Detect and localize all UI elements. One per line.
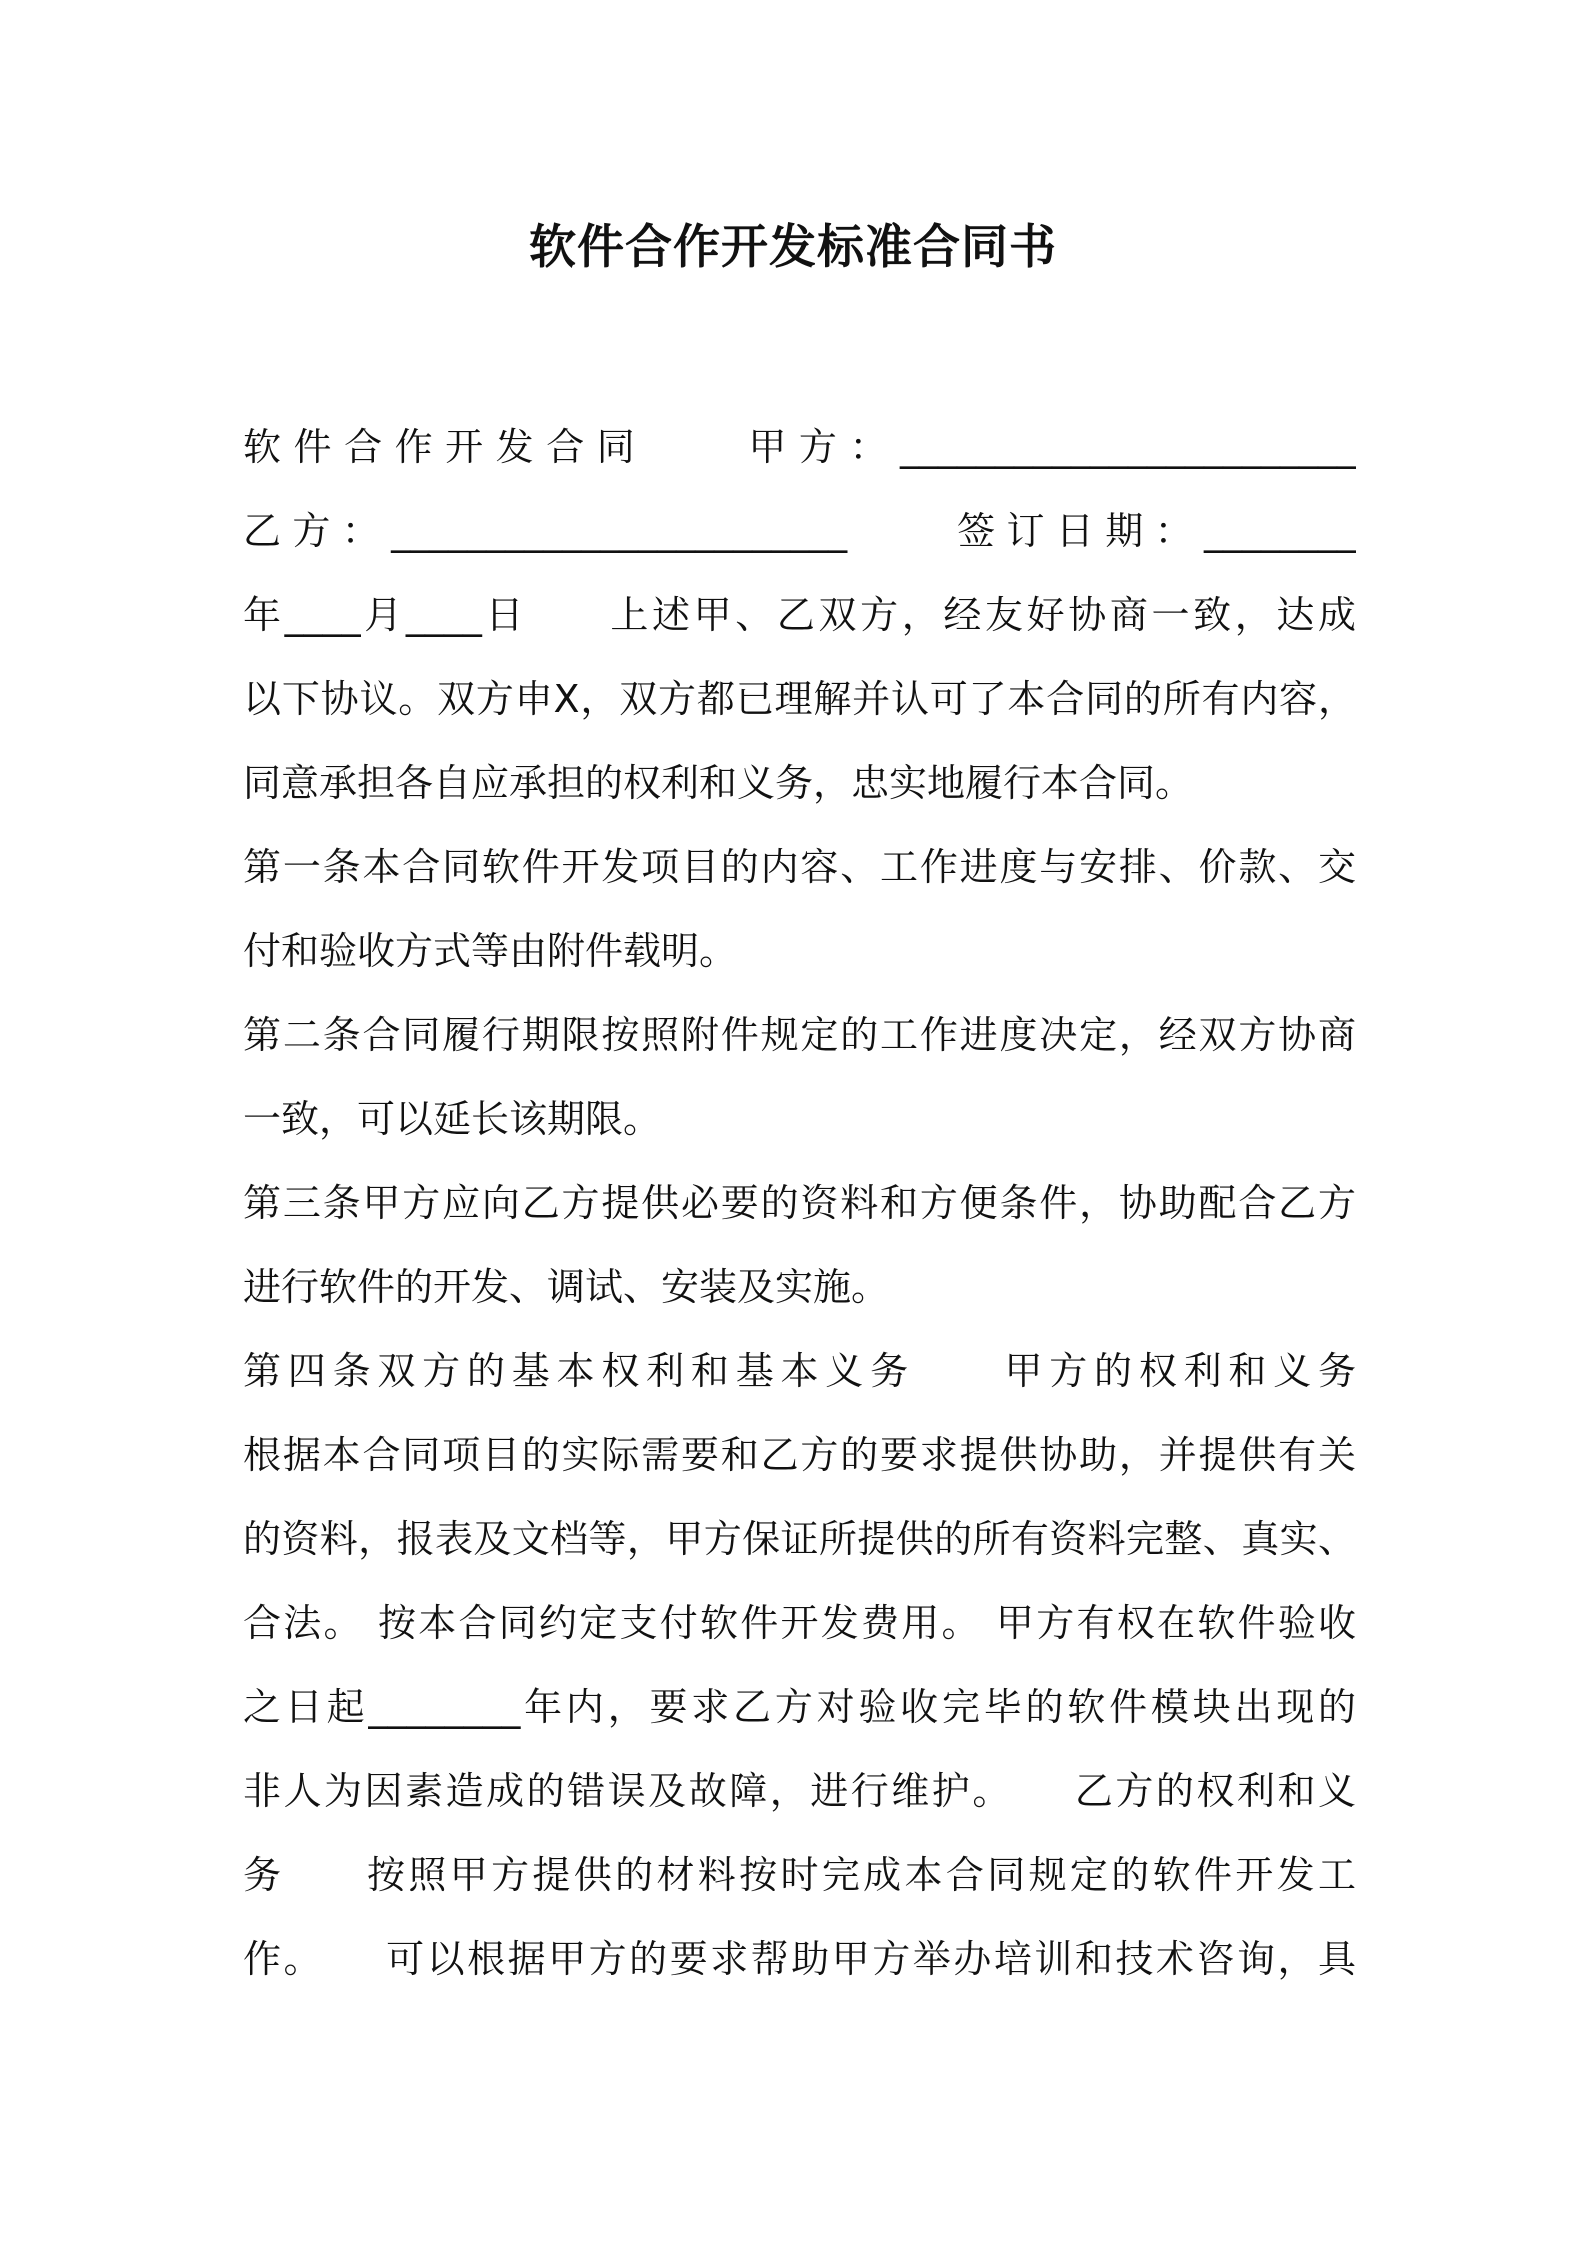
body-line: 根据本合同项目的实际需要和乙方的要求提供协助，并提供有关 xyxy=(243,1433,1356,1477)
body-line: 第三条甲方应向乙方提供必要的资料和方便条件，协助配合乙方 xyxy=(243,1181,1356,1225)
body-line: 非人为因素造成的错误及故障，进行维护。 乙方的权利和义 xyxy=(243,1769,1356,1813)
body-line: 第一条本合同软件开发项目的内容、工作进度与安排、价款、交 xyxy=(243,845,1356,889)
body-line: 第四条双方的基本权利和基本义务 甲方的权利和义务 xyxy=(243,1349,1356,1393)
body-line: 之日起________年内，要求乙方对验收完毕的软件模块出现的 xyxy=(243,1685,1356,1729)
body-line: 以下协议。双方申X，双方都已理解并认可了本合同的所有内容， xyxy=(243,677,1356,721)
body-line: 付和验收方式等由附件载明。 xyxy=(243,929,738,973)
body-line: 的资料，报表及文档等，甲方保证所提供的所有资料完整、真实、 xyxy=(243,1517,1356,1561)
document-title: 软件合作开发标准合同书 xyxy=(529,220,1057,275)
body-line: 第二条合同履行期限按照附件规定的工作进度决定，经双方协商 xyxy=(243,1013,1356,1057)
body-line: 进行软件的开发、调试、安装及实施。 xyxy=(243,1265,890,1309)
body-line: 同意承担各自应承担的权利和义务，忠实地履行本合同。 xyxy=(243,761,1194,805)
body-line: 一致，可以延长该期限。 xyxy=(243,1097,662,1141)
body-line: 年____月____日 上述甲、乙双方，经友好协商一致，达成 xyxy=(243,593,1356,637)
body-line: 务 按照甲方提供的材料按时完成本合同规定的软件开发工 xyxy=(243,1853,1356,1897)
contract-body xyxy=(243,405,1356,2001)
body-line: 合法。 按本合同约定支付软件开发费用。 甲方有权在软件验收 xyxy=(243,1601,1356,1645)
body-line: 作。 可以根据甲方的要求帮助甲方举办培训和技术咨询，具 xyxy=(243,1937,1356,1981)
body-line: 乙方：________________________ 签订日期：________ xyxy=(243,509,1356,553)
body-line: 软件合作开发合同 甲方：________________________ xyxy=(243,425,1356,469)
